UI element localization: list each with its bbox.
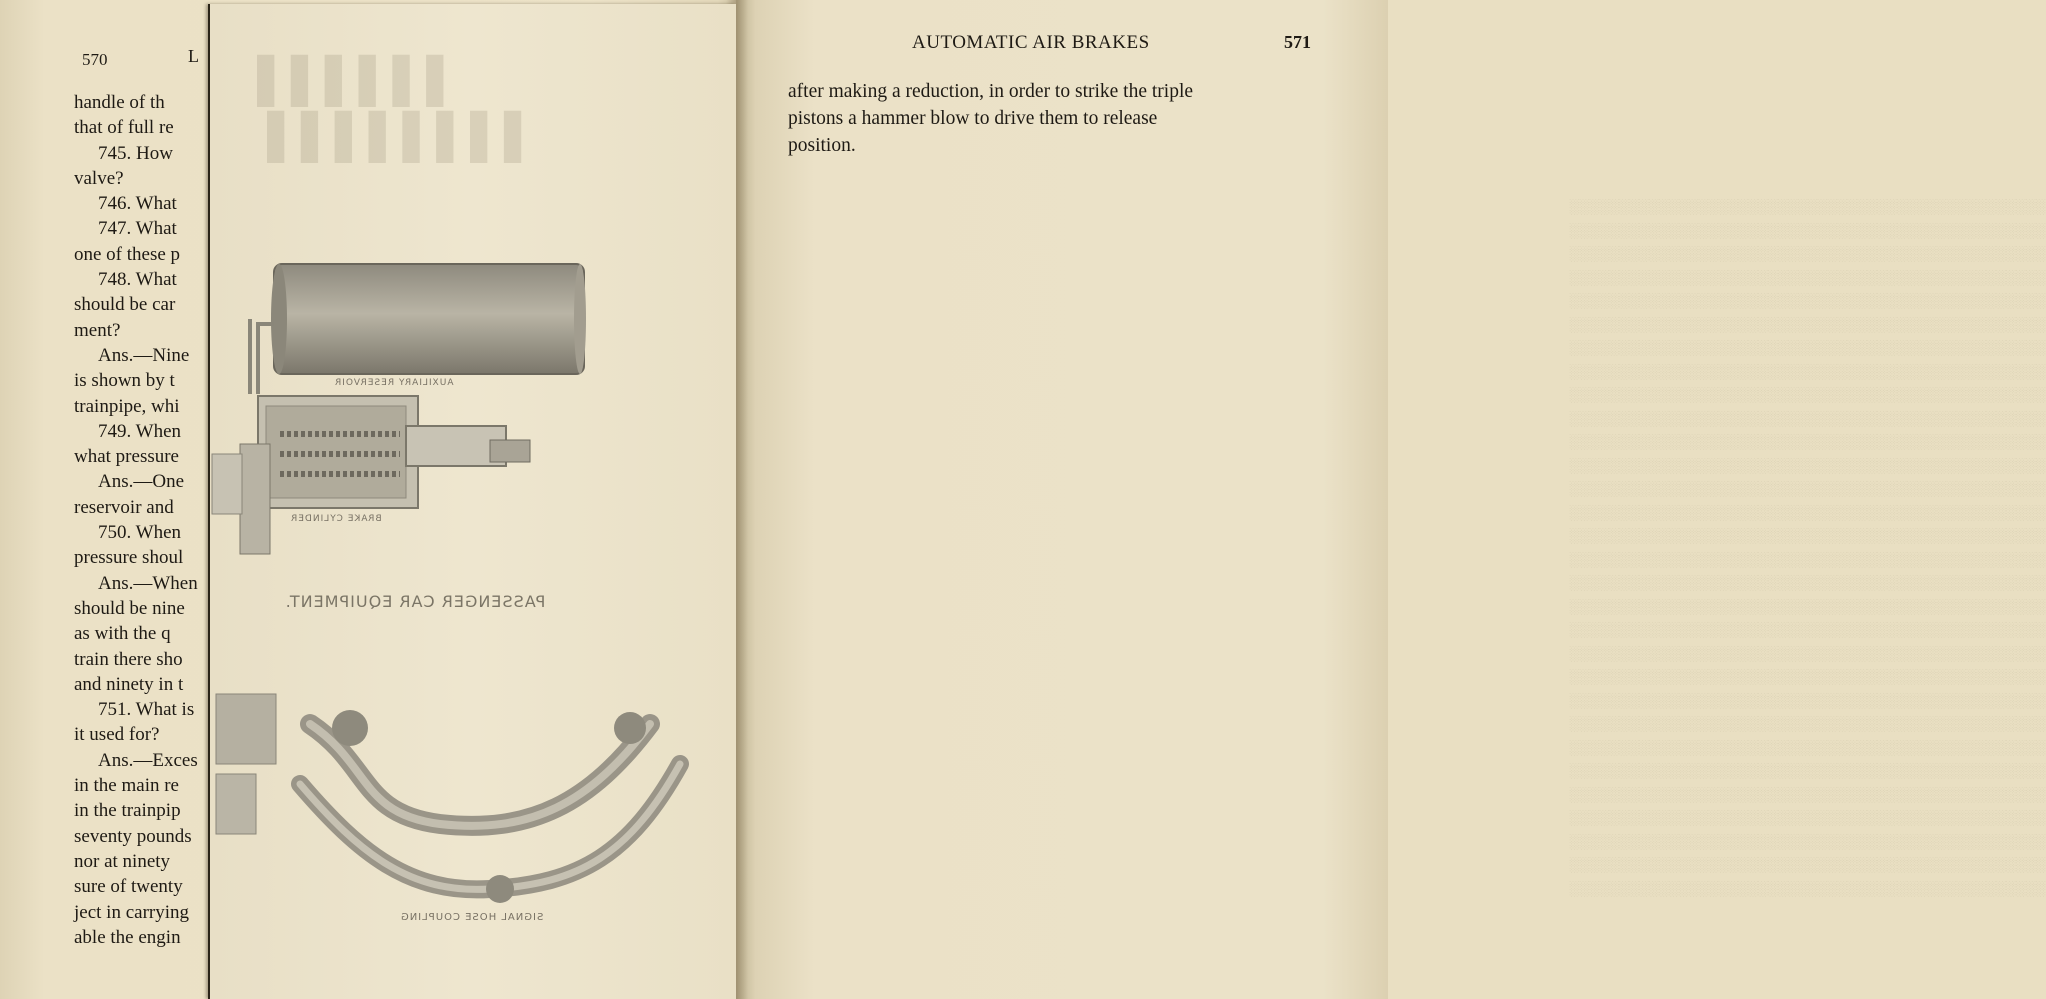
left-text-line: it used for? xyxy=(74,724,160,746)
left-text-line: seventy pounds xyxy=(74,825,192,847)
left-text-line: one of these p xyxy=(74,243,181,265)
plate-ghost-title: ▌▌▌▌▌▌ xyxy=(240,56,444,107)
left-text-line: 751. What is xyxy=(98,699,195,721)
left-text-line: in the main re xyxy=(74,775,179,797)
bleed-through-text: ░░░░░░░░░░░░░░░░░░░░░░░░░░░░░░░░░░░░░░░░░░░░░░░░ ░░░░░░░░░░░░░░░░░░░░░░░░░░░░░░░░░░░░░░░░░░░░░░░░ ░░░░░░░░░░░░░░░░░░░░░░░░░░░░░░░░░░░░░░░░░░░░░░░░ ░░░░░░░░░░░░░░░░░░░░░░░░░░░░░░░░░░░░░░░░░░░░░░░░ ░░░░░░░░░░░░░░░░░░░░░░░░░░░░░░░░░░░░░░░░░░░░░░░░ ░░░░░░░░░░░░░░░░░░░░░░░░░░░░░░░░░░░░░░░░░░░░░░░░ ░░░░░░░░░░░░░░░░░░░░░░░░░░░░░░░░░░░░░░░░░░░░░░░░ ░░░░░░░░░░░░░░░░░░░░░░░░░░░░░░░░░░░░░░░░░░░░░░░░ ░░░░░░░░░░░░░░░░░░░░░░░░░░░░░░░░░░░░░░░░░░░░░░░░ ░░░░░░░░░░░░░░░░░░░░░░░░░░░░░░░░░░░░░░░░░░░░░░░░ ░░░░░░░░░░░░░░░░░░░░░░░░░░░░░░░░░░░░░░░░░░░░░░░░ ░░░░░░░░░░░░░░░░░░░░░░░░░░░░░░░░░░░░░░░░░░░░░░░░ ░░░░░░░░░░░░░░░░░░░░░░░░░░░░░░░░░░░░░░░░░░░░░░░░ ░░░░░░░░░░░░░░░░░░░░░░░░░░░░░░░░░░░░░░░░░░░░░░░░ ░░░░░░░░░░░░░░░░░░░░░░░░░░░░░░░░░░░░░░░░░░░░░░░░ ░░░░░░░░░░░░░░░░░░░░░░░░░░░░░░░░░░░░░░░░░░░░░░░░ ░░░░░░░░░░░░░░░░░░░░░░░░░░░░░░░░░░░░░░░░░░░░░░░░ ░░░░░░░░░░░░░░░░░░░░░░░░░░░░░░░░░░░░░░░░░░░░░░░░ ░░░░░░░░░░░░░░░░░░░░░░░░░░░░░░░░░░░░░░░░░░░░░░░░ ░░░░░░░░░░░░░░░░░░░░░░░░░░░░░░░░░░░░░░░░░░░░░░░░ ░░░░░░░░░░░░░░░░░░░░░░░░░░░░░░░░░░░░░░░░░░░░░░░░ ░░░░░░░░░░░░░░░░░░░░░░░░░░░░░░░░░░░░░░░░░░░░░░░░ ░░░░░░░░░░░░░░░░░░░░░░░░░░░░░░░░░░░░░░░░░░░░░░░░ ░░░░░░░░░░░░░░░░░░░░░░░░░░░░░░░░░░░░░░░░░░░░░░░░ ░░░░░░░░░░░░░░░░░░░░░░░░░░░░░░░░░░░░░░░░░░░░░░░░ ░░░░░░░░░░░░░░░░░░░░░░░░░░░░░░░░░░░░░░░░░░░░░░░░ ░░░░░░░░░░░░░░░░░░░░░░░░░░░░░░░░░░░░░░░░░░░░░░░░ ░░░░░░░░░░░░░░░░░░░░░░░░░░░░░░░░░░░░░░░░░░░░░░░░ ░░░░░░░░░░░░░░░░░░░░░░░░░░░░░░░░░░░░░░░░░░░░░░░░ ░░░░░░░░░░░░░░░░░░░░░░░░░░░░░░░░░░░░░░░░░░░░░░░░ xyxy=(1569,200,2046,897)
signal-hose-coupling xyxy=(216,694,680,903)
left-text-line: 748. What xyxy=(98,269,177,291)
left-text-line: is shown by t xyxy=(74,370,175,392)
cylinder-label: BRAKE CYLINDER xyxy=(290,514,382,524)
left-text-line: Ans.—When xyxy=(98,572,198,594)
left-text-line: Ans.—Exces xyxy=(98,749,198,771)
fold-out-plate xyxy=(208,4,736,999)
reservoir-label: AUXILIARY RESERVOIR xyxy=(334,378,454,388)
left-text-line: reservoir and xyxy=(74,496,174,518)
left-text-line: trainpipe, whi xyxy=(74,395,180,417)
plate-caption: PASSENGER CAR EQUIPMENT. xyxy=(284,592,546,611)
right-text-line: after making a reduction, in order to strike the triple xyxy=(788,81,1194,102)
left-text-line: 749. When xyxy=(98,420,182,442)
left-text-line: 750. When xyxy=(98,522,182,544)
left-text-line: should be nine xyxy=(74,597,185,619)
left-text-line: and ninety in t xyxy=(74,673,184,695)
left-text-line: pressure shoul xyxy=(74,547,184,569)
left-text-line: in the trainpip xyxy=(74,800,181,822)
left-page-number: 570 xyxy=(82,50,108,69)
plate-ghost-subtitle: ▌▌▌▌▌▌▌▌ xyxy=(250,112,521,163)
left-text-line: ment? xyxy=(74,319,121,341)
left-text-line: should be car xyxy=(74,294,176,316)
right-text-line: pistons a hammer blow to drive them to release xyxy=(788,108,1158,129)
left-text-line: what pressure xyxy=(74,446,179,468)
left-text-line: 747. What xyxy=(98,218,177,240)
left-text-line: 745. How xyxy=(98,142,173,164)
coupling-label: SIGNAL HOSE COUPLING xyxy=(400,912,544,923)
right-body-text xyxy=(788,78,1312,159)
brake-equipment-illustration xyxy=(210,4,736,999)
left-running-header: L xyxy=(188,46,200,66)
brake-cylinder xyxy=(212,396,530,554)
left-text-line: train there sho xyxy=(74,648,183,670)
left-text-line: ject in carrying xyxy=(74,901,190,923)
left-text-line: Ans.—One xyxy=(98,471,185,493)
left-text-line: 746. What xyxy=(98,193,177,215)
left-text-line: that of full re xyxy=(74,117,174,139)
auxiliary-reservoir xyxy=(271,264,586,374)
left-text-line: nor at ninety xyxy=(74,850,171,872)
left-text-line: able the engin xyxy=(74,926,181,948)
left-text-line: sure of twenty xyxy=(74,876,183,898)
left-text-line: handle of th xyxy=(74,92,165,113)
left-text-line: valve? xyxy=(74,167,124,189)
right-running-header: AUTOMATIC AIR BRAKES xyxy=(912,32,1150,53)
right-page-number: 571 xyxy=(1284,32,1311,52)
left-text-line: Ans.—Nine xyxy=(98,344,190,366)
left-text-line: as with the q xyxy=(74,623,171,645)
right-text-line: position. xyxy=(788,135,856,156)
